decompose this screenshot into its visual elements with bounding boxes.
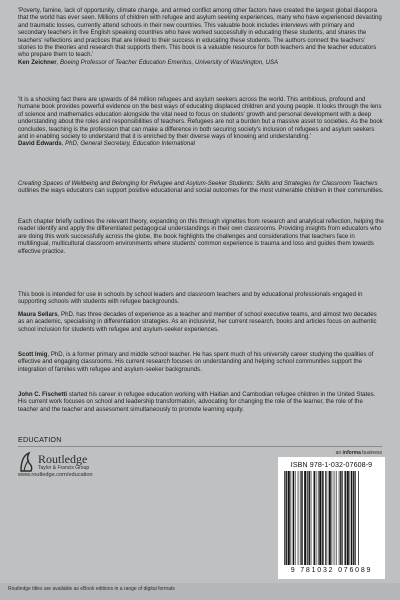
quote-author: David Edwards (18, 140, 62, 148)
subject-category: EDUCATION (18, 435, 62, 444)
quote-text: 'It is a shocking fact there are upwards of 84 million refugees and asylum seekers across the world. This ambitious, profound and humane book provides powerful evidence on the best ways of educating displaced children and young people. It looks through the lens of science and mathematics education alongside the vital need to focus on students' growth and personal development with a deep understanding about the roles and responsibilities of teachers. Refugees are not a burden but a massive asset to societies. As the book concludes, teaching is the profession that can make a difference in both securing society's inclusion of refugees and asylum seekers and in enabling society to understand that it is enriched by their diverse ways of knowing and understanding.' (18, 96, 383, 141)
quote-author: Ken Zeichner (18, 58, 57, 66)
publisher-logo (18, 451, 138, 511)
author-bio: John C. Fischetti started his career in refugee education working with Haitian and Cambodian refugee children in the United States. His current work focuses on school and leadership transformation, advocating for changing the role of the learner, the role of the teacher and the teacher and assessment simultaneously to promote learning equity. (18, 391, 376, 413)
chapters-description: Each chapter briefly outlines the relevant theory, expanding on this through vignettes from research and analytical reflection, helping the reader identify and apply the differentiated pedagogical understandings in their own classrooms. Providing insights from educators who are doing this work successfully across the globe, the book highlights the challenges and considerations that teachers face in multilingual, multicultural classroom environments where students' common experience is trauma and loss and guides them towards effective practice. (18, 218, 384, 255)
author-name: Maura Sellars (18, 311, 58, 318)
publisher-name: Routledge (38, 452, 88, 466)
book-title: Creating Spaces of Wellbeing and Belonging for Refugee and Asylum-Seeker Students: Skills and Strategies for Classroom Teachers (18, 180, 378, 187)
book-introduction (18, 180, 384, 195)
audience-description: This book is intended for use in schools by school leaders and classroom teachers and by educational professionals engaged in supporting schools with students with refugee backgrounds. (18, 291, 363, 306)
quote-role: , Boeing Professor of Teacher Education Emeritus, University of Washington, USA (56, 58, 279, 66)
endorsement-quote-2 (18, 96, 384, 148)
intro-text: outlines the ways educators can support positive educational and social outcomes for the most vulnerable children in their communities. (18, 187, 384, 195)
publisher-group: Taylor & Francis Group (38, 465, 90, 471)
author-name: Scott Imig (18, 351, 48, 358)
footer-note: Routledge titles are available as eBook editions in a range of digital formats (8, 586, 175, 592)
divider (18, 446, 382, 447)
isbn-barcode-box (278, 457, 385, 579)
barcode (282, 471, 381, 567)
informa-tagline: an informa business (335, 450, 382, 456)
quote-role: , PhD, General Secretary, Education International (61, 140, 196, 148)
routledge-logo-icon (18, 451, 36, 473)
author-name: John C. Fischetti (18, 391, 68, 398)
quote-text: 'Poverty, famine, lack of opportunity, climate change, and armed conflict among other factors have created the largest global diaspora that the world has ever seen. Millions of children with refugee and asylum seeking experiences, many who have experienced devasting and traumatic losses, currently attend schools in their new countries. This valuable book includes interviews with primary and secondary teachers in five English speaking countries who have worked successfully in educating these students, and shares the teachers' reflections and practices that are linked to their success in educating these students. The authors connect the teachers' stories to the theories and research that supports them. This book is a valuable resource for both teachers and the teacher educators who prepare them to teach.' (18, 7, 382, 59)
endorsement-quote-1 (18, 7, 384, 66)
publisher-url: www.routledge.com/education (18, 472, 93, 478)
barcode-number: 9 781032 076089 (290, 567, 373, 574)
author-bio: Maura Sellars, PhD, has three decades of experience as a teacher and member of school executive teams, and almost two decades as an academic, specialising in differentiation strategies. As an inclusivist, her current research, books and articles focus on authentic school inclusion for students with refugee and asylum-seeker experiences. (18, 311, 377, 333)
isbn-label: ISBN 978-1-032-07608-9 (290, 461, 373, 469)
author-bio: Scott Imig, PhD, is a former primary and middle school teacher. He has spent much of his university career studying the qualities of effective and engaging classrooms. His current research focuses on understanding and helping school communities support the integration of families with refugee and asylum-seeker backgrounds. (18, 351, 374, 373)
